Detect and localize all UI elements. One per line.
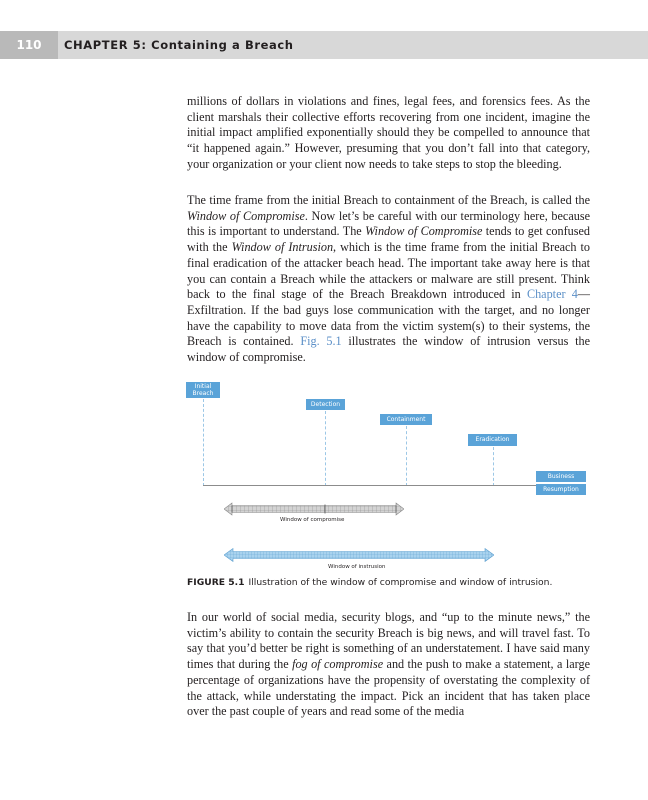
chapter-title: CHAPTER 5: Containing a Breach xyxy=(64,38,294,52)
text-span: In our world of social media, security blogs, and “up to the minute news,” the victim’s ability to contain the security Breach is big news, and will travel fast. To say that you’d better be right is something of an understatement. I have said many times that during the xyxy=(187,610,590,672)
text-span: The time frame from the initial Breach to containment of the Breach, is called the xyxy=(187,193,590,207)
detection-tag: Detection xyxy=(306,399,345,410)
compromise-arrow xyxy=(224,502,404,516)
term-window-of-compromise: Window of Compromise xyxy=(365,224,483,239)
eradication-guide xyxy=(493,447,494,486)
window-of-intrusion-label: Window of instrusion xyxy=(328,564,386,570)
eradication-tag: Eradication xyxy=(468,434,517,446)
initial-breach-guide xyxy=(203,399,204,486)
figure-5-1-link[interactable]: Fig. 5.1 xyxy=(300,334,342,349)
paragraph-1: millions of dollars in violations and fines, legal fees, and forensics fees. As the client marshals their collective efforts recovering from one incident, imagine the initial impact amplified exponentially should they be compelled to announce that “it happened again.” However, presuming that you don’t fall into that category, your organization or your client now needs to take steps to stop the bleeding. xyxy=(187,94,590,171)
text-span: —Exfiltration. If the bad guys lose communication with the target, and no longer have the capability to move data from the victim system(s) to their systems, the Breach is contained. xyxy=(187,287,590,349)
initial-breach-label-line1: Initial xyxy=(194,383,212,390)
term-fog-of-compromise: fog of compromise xyxy=(292,657,384,672)
detection-guide xyxy=(325,411,326,486)
term-window-of-intrusion: Window of Intrusion xyxy=(231,240,334,255)
paragraph-3 xyxy=(187,610,590,720)
business-tag: Business xyxy=(536,471,586,482)
chapter-4-link[interactable]: Chapter 4 xyxy=(526,287,578,302)
text-span: , which is the time frame from the initial Breach to final eradication of the attacker beach head. The important take away here is that you can contain a Breach while the attackers or malware are still present. Think back to the final stage of the Breach Breakdown introduced in xyxy=(187,240,591,302)
figure-5-1 xyxy=(176,378,606,573)
timeline-axis xyxy=(203,485,536,486)
intrusion-arrow xyxy=(224,548,494,562)
text-span: . Now let’s be careful with our terminology here, because this is important to understand. The xyxy=(187,208,590,239)
initial-breach-label-line2: Breach xyxy=(192,390,214,397)
text-span: tends to get confused with the xyxy=(187,224,590,255)
page-number: 110 xyxy=(0,31,58,59)
paragraph-2 xyxy=(187,193,590,366)
text-span: illustrates the window of intrusion versus the window of compromise. xyxy=(187,334,590,365)
running-header xyxy=(0,31,648,59)
window-of-compromise-label: Window of compromise xyxy=(280,517,345,523)
containment-guide xyxy=(406,426,407,486)
figure-caption-label: FIGURE 5.1 xyxy=(187,577,245,588)
resumption-tag: Resumption xyxy=(536,484,586,495)
figure-caption-text: Illustration of the window of compromise and window of intrusion. xyxy=(248,577,553,588)
containment-tag: Containment xyxy=(380,414,432,425)
term-window-of-compromise: Window of Compromise xyxy=(187,208,305,223)
text-span: and the push to make a statement, a large percentage of organizations have the propensity of overstating the complexity of the attack, while understating the impact. Pick an incident that has taken place over the past couple of years and read some of the media xyxy=(187,657,590,719)
initial-breach-tag xyxy=(186,382,220,398)
figure-caption xyxy=(187,577,552,588)
